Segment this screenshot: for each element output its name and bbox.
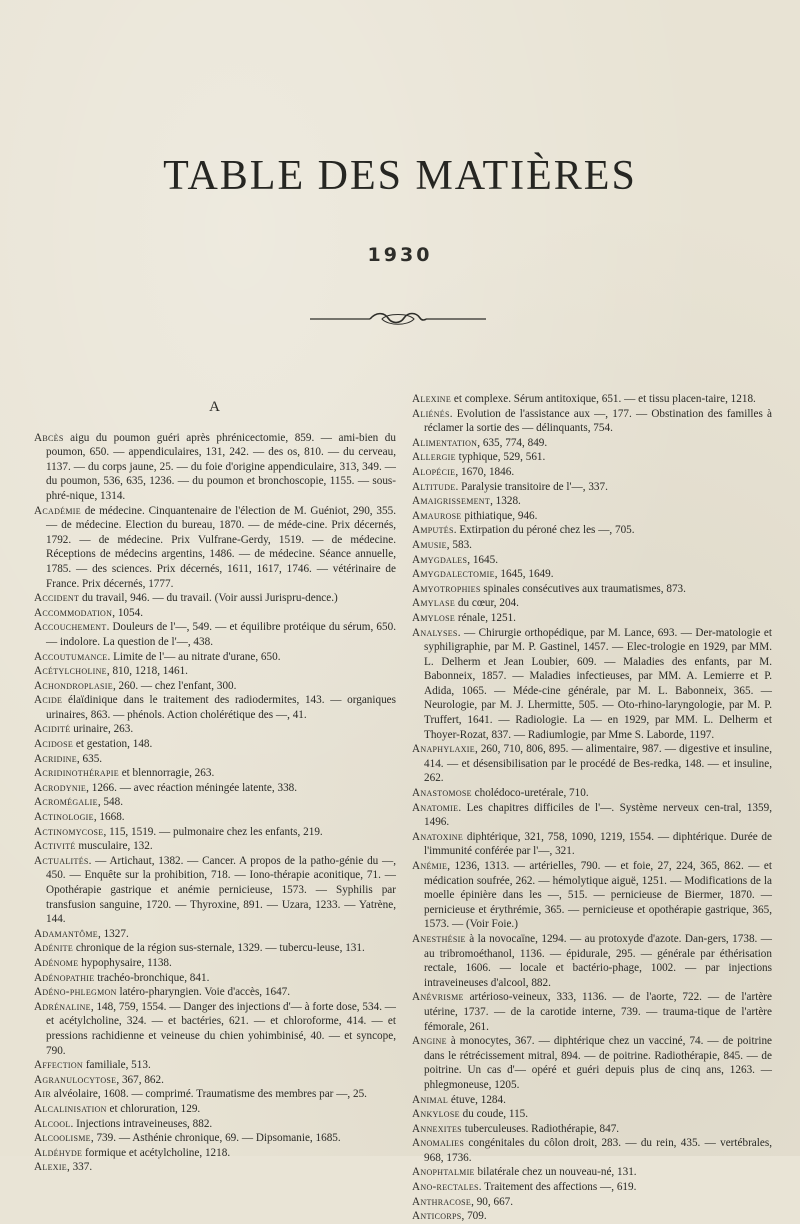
entry-text: et gestation, 148. xyxy=(73,738,153,751)
entry-text: , 1645. xyxy=(467,553,498,566)
index-entry xyxy=(34,1117,396,1132)
index-entry xyxy=(34,1146,396,1161)
entry-heading: Alopécie xyxy=(412,465,456,478)
entry-text: , 1054. xyxy=(112,606,143,619)
index-entry xyxy=(34,591,396,606)
entry-heading: Amputés xyxy=(412,524,454,537)
entry-text: , 1645, 1649. xyxy=(494,568,554,581)
entry-text: artérioso-veineux, 333, 1136. — de l'aorte, 722. — de l'artère utérine, 1737. — de la carotide interne, 739. — trauma-tique de l'artère fémorale, 261. xyxy=(424,991,772,1033)
entry-text: . Les chapitres difficiles de l'—. Système nerveux cen-tral, 1359, 1496. xyxy=(424,801,772,829)
index-entry xyxy=(412,830,772,859)
index-entry xyxy=(34,650,396,665)
entry-heading: Accouchement xyxy=(34,621,107,634)
entry-text: chronique de la région sus-sternale, 1329. — tubercu-leuse, 131. xyxy=(73,942,365,955)
index-entry xyxy=(34,664,396,679)
index-entry xyxy=(34,927,396,942)
entry-heading: Anévrisme xyxy=(412,991,464,1004)
index-entry xyxy=(34,693,396,722)
index-entry xyxy=(412,611,772,626)
index-entry xyxy=(34,1000,396,1058)
entry-text: familiale, 513. xyxy=(83,1059,151,1072)
index-entry xyxy=(412,742,772,786)
index-entry xyxy=(34,1058,396,1073)
index-entry xyxy=(34,722,396,737)
entry-heading: Acridinothérapie xyxy=(34,767,119,780)
entry-heading: Affection xyxy=(34,1059,84,1072)
entry-heading: Amaurose xyxy=(412,509,462,522)
entry-list-right xyxy=(412,392,772,1224)
entry-heading: Alimentation xyxy=(412,436,478,449)
entry-heading: Accident xyxy=(34,592,80,605)
entry-heading: Analyses xyxy=(412,626,458,639)
entry-text: , 1327. xyxy=(97,927,129,940)
index-entry xyxy=(412,1209,772,1224)
entry-text: à monocytes, 367. — diphtérique chez un vacciné, 74. — de poitrine dans le rétrécissement mitral, 894. — de poitrine. Radiothérapie, 845. — de poitrine. Un cas d'— opéré et guéri depuis plus de cinq ans, 1263. — phlegmoneuse, 1205. xyxy=(424,1035,772,1091)
entry-heading: Anthracose xyxy=(412,1195,472,1208)
index-entry xyxy=(34,679,396,694)
left-column xyxy=(34,394,396,1175)
entry-heading: Académie xyxy=(34,504,81,517)
entry-text: , 1670, 1846. xyxy=(455,465,515,478)
entry-heading: Annexites xyxy=(412,1122,462,1135)
index-entry xyxy=(34,606,396,621)
page-title: TABLE DES MATIÈRES xyxy=(163,153,637,199)
entry-text: spinales consécutives aux traumatismes, 873. xyxy=(480,582,686,595)
entry-heading: Anomalies xyxy=(412,1137,465,1150)
entry-text: , 739. — Asthénie chronique, 69. — Dipsomanie, 1685. xyxy=(90,1132,341,1145)
entry-heading: Anatoxine xyxy=(412,830,464,843)
entry-heading: Anatomie xyxy=(412,801,459,814)
entry-text: bilatérale chez un nouveau-né, 131. xyxy=(474,1166,637,1179)
index-entry xyxy=(34,839,396,854)
entry-text: , 810, 1218, 1461. xyxy=(106,665,188,678)
entry-heading: Accommodation xyxy=(34,606,113,619)
entry-text: urinaire, 263. xyxy=(70,723,134,736)
index-entry xyxy=(412,1107,772,1122)
entry-heading: Acridine xyxy=(34,752,77,765)
entry-list-left xyxy=(34,431,396,1175)
index-entry xyxy=(34,752,396,767)
entry-heading: Ankylose xyxy=(412,1108,460,1121)
entry-heading: Allergie xyxy=(412,451,456,464)
entry-heading: Accoutumance xyxy=(34,650,108,663)
entry-heading: Anesthésie xyxy=(412,932,466,945)
index-entry xyxy=(34,795,396,810)
entry-heading: Amusie xyxy=(412,538,447,551)
index-entry xyxy=(34,941,396,956)
index-entry xyxy=(412,1195,772,1210)
entry-heading: Actinologie xyxy=(34,811,94,824)
entry-text: , 1668. xyxy=(93,811,125,824)
index-entry xyxy=(412,1034,772,1092)
entry-text: typhique, 529, 561. xyxy=(455,451,546,464)
entry-heading: Adénite xyxy=(34,942,74,955)
entry-heading: Air xyxy=(34,1088,51,1101)
entry-heading: Aliénés xyxy=(412,407,450,420)
index-entry xyxy=(34,1160,396,1175)
index-entry xyxy=(34,971,396,986)
entry-heading: Anticorps xyxy=(412,1210,462,1223)
index-entry xyxy=(412,1093,772,1108)
index-entry xyxy=(34,1087,396,1102)
entry-text: . — Chirurgie orthopédique, par M. Lance, 693. — Der-matologie et syphiligraphie, par M. P. Gastinel, 1457. — Elec-trologie en 1929, par MM. L. Delherm et Jean Loubier, 609. — Maladies des enfants, par M. Babonneix, 1857. — Maladies infectieuses, par MM. A. Lemierre et P. Adida, 1065. — Méde-cine générale, par M. L. Babonneix, 365. — Neurologie, par M. J. Lhermitte, 505. — Oto-rhino-laryngologie, par M. P. Truffert, 1641. — Radiologie. La — en 1929, par MM. L. Delherm et Thoyer-Rozat, 837. — Radiumlogie, par Mme S. Laborde, 1197. xyxy=(424,626,772,741)
entry-text: alvéolaire, 1608. — comprimé. Traumatisme des membres par —, 25. xyxy=(50,1088,367,1101)
index-entry xyxy=(34,1102,396,1117)
index-entry xyxy=(34,1073,396,1088)
entry-heading: Amaigrissement xyxy=(412,495,491,508)
entry-text: , 1266. — avec réaction méningée latente, 338. xyxy=(86,781,298,794)
entry-text: tuberculeuses. Radiothérapie, 847. xyxy=(461,1122,620,1135)
index-entry xyxy=(412,596,772,611)
index-entry xyxy=(412,1165,772,1180)
section-letter: A xyxy=(209,399,221,415)
entry-heading: Acromégalie xyxy=(34,796,98,809)
entry-text: , 1236, 1313. — artérielles, 790. — et foie, 27, 224, 365, 862. — et médication soufrée, 262. — hémolytique aiguë, 1251. — Modifications de la moelle épinière dans les —, 515. — pernicieuse de Biermer, 1870. — pernicieuse et érythrémie, 365. — pernicieuse et opothérapie gastrique, 365, 1573. — (Voir Foie.) xyxy=(424,860,772,931)
index-entry xyxy=(34,825,396,840)
entry-text: hypophysaire, 1138. xyxy=(78,956,172,969)
entry-text: , 548. xyxy=(97,796,123,809)
entry-heading: Amylase xyxy=(412,597,456,610)
entry-text: du travail, 946. — du travail. (Voir aussi Jurispru-dence.) xyxy=(79,592,338,605)
index-entry xyxy=(412,1136,772,1165)
entry-heading: Alcoolisme xyxy=(34,1132,91,1145)
index-entry xyxy=(412,392,772,407)
entry-heading: Agranulocytose xyxy=(34,1073,117,1086)
entry-heading: Adéno-phlegmon xyxy=(34,986,117,999)
index-entry xyxy=(34,766,396,781)
entry-heading: Adénome xyxy=(34,956,79,969)
index-entry xyxy=(412,801,772,830)
entry-text: . — Artichaut, 1382. — Cancer. A propos de la patho-génie du —, 450. — Enquête sur la prohibition, 718. — Iono-thérapie aconitique, 71. — Opothérapie gastrique et anémie pernicieuse, 1573. — Syphilis par transfusion sanguine, 1720. — Thyroxine, 891. — Uzara, 1233. — Yatrène, 144. xyxy=(46,854,396,926)
entry-heading: Alexie xyxy=(34,1161,67,1174)
index-entry xyxy=(34,810,396,825)
entry-heading: Anémie xyxy=(412,860,448,872)
entry-text: élaïdinique dans le traitement des radiodermites, 143. — organiques urinaires, 863. — phénols. Action cholérétique des —, 41. xyxy=(46,694,396,721)
entry-text: et chloruration, 129. xyxy=(106,1102,201,1115)
entry-heading: Angine xyxy=(412,1035,447,1048)
index-entry xyxy=(412,480,772,495)
index-entry xyxy=(34,431,396,504)
entry-text: , 148, 759, 1554. — Danger des injections d'— à forte dose, 534. — et acétylcholine, 324. — et bactéries, 621. — et chloroforme, 414. — et pressions rachidienne et veineuse du chien yohimbinisé, 40. — et syncope, 790. xyxy=(46,1000,396,1057)
entry-text: diphtérique, 321, 758, 1090, 1219, 1554. — diphtérique. Durée de l'immunité conférée par l'—, 321. xyxy=(424,830,772,858)
entry-heading: Anastomose xyxy=(412,787,472,800)
entry-heading: Activité xyxy=(34,840,76,853)
index-entry xyxy=(412,465,772,480)
entry-text: musculaire, 132. xyxy=(75,840,153,853)
entry-heading: Alcool xyxy=(34,1117,71,1130)
entry-text: . Injections intraveineuses, 882. xyxy=(70,1117,213,1130)
entry-text: , 635. xyxy=(76,752,103,765)
entry-text: , 709. xyxy=(461,1210,487,1223)
entry-text: du coude, 115. xyxy=(459,1108,529,1121)
entry-text: latéro-pharyngien. Voie d'accès, 1647. xyxy=(116,986,291,999)
decorative-ornament xyxy=(308,306,488,330)
index-entry xyxy=(412,509,772,524)
entry-heading: Amyotrophies xyxy=(412,582,481,595)
index-entry xyxy=(34,504,396,592)
index-entry xyxy=(412,582,772,597)
entry-text: formique et acétylcholine, 1218. xyxy=(82,1146,231,1159)
entry-text: cholédoco-uretérale, 710. xyxy=(471,787,589,800)
entry-heading: Acidose xyxy=(34,738,74,751)
entry-text: . Evolution de l'assistance aux —, 177. — Obstination des familles à réclamer la sortie des — délinquants, 754. xyxy=(424,407,772,435)
index-entry xyxy=(34,781,396,796)
index-entry xyxy=(412,494,772,509)
entry-text: de médecine. Cinquantenaire de l'élection de M. Guéniot, 290, 355. — de médecine. Election du bureau, 1870. — de méde-cine. Prix décernés, 1792. — de médecine. Prix Vulfrane-Gerdy, 1519. — de médecine. Réceptions de médecins argentins, 1486. — de médecine. Séance annuelle, 1785. — des sciences. Prix décernés, 1611, 1617, 1746. — vétérinaire de France. Prix décernés, 1777. xyxy=(46,504,396,590)
entry-text: à la novocaïne, 1294. — au protoxyde d'azote. Dan-gers, 1738. — au tribromoéthanol, 1136. — épidurale, 295. — générale par éthérisation rectale, 1606. — locale et bactério-phage, 1002. — par injections intraveineuses d'alcool, 882. xyxy=(424,932,772,989)
entry-heading: Aldéhyde xyxy=(34,1146,83,1159)
index-entry xyxy=(34,620,396,649)
index-entry xyxy=(412,859,772,932)
entry-text: , 635, 774, 849. xyxy=(477,436,548,449)
entry-heading: Acrodynie xyxy=(34,781,87,794)
entry-heading: Ano-rectales xyxy=(412,1181,479,1194)
entry-text: . Extirpation du péroné chez les —, 705. xyxy=(453,524,635,537)
index-entry xyxy=(412,626,772,743)
entry-heading: Adrénaline xyxy=(34,1000,91,1013)
entry-heading: Adamantôme xyxy=(34,927,98,940)
entry-text: , 115, 1519. — pulmonaire chez les enfants, 219. xyxy=(103,825,323,838)
entry-heading: Actinomycose xyxy=(34,825,104,838)
entry-heading: Adénopathie xyxy=(34,971,95,984)
entry-text: aigu du poumon guéri après phrénicectomie, 859. — ami-bien du poumon, 650. — appendiculaires, 131, 242. — des os, 810. — du cerveau, 1137. — du corps jaune, 25. — du foie d'origine appendiculaire, 313, 349. — du poumon, 536, 635, 1236. — du poumon et bronchoscopie, 1155. — sous-phré-nique, 1314. xyxy=(46,431,396,502)
entry-text: , 1328. xyxy=(490,495,521,508)
entry-heading: Alcalinisation xyxy=(34,1102,107,1115)
index-entry xyxy=(412,1122,772,1137)
index-entry xyxy=(412,523,772,538)
entry-text: , 337. xyxy=(66,1161,93,1174)
index-entry xyxy=(34,737,396,752)
entry-text: , 90, 667. xyxy=(471,1195,514,1208)
entry-heading: Alexine xyxy=(412,393,452,405)
index-entry xyxy=(412,436,772,451)
entry-text: . Paralysie transitoire de l'—, 337. xyxy=(455,480,608,493)
entry-text: trachéo-bronchique, 841. xyxy=(94,971,210,984)
entry-text: étuve, 1284. xyxy=(448,1093,506,1106)
entry-heading: Amygdalectomie xyxy=(412,568,495,581)
index-entry xyxy=(412,407,772,436)
entry-text: et blennorragie, 263. xyxy=(118,767,215,780)
entry-heading: Animal xyxy=(412,1093,449,1106)
index-entry xyxy=(34,854,396,927)
right-column xyxy=(412,392,772,1224)
entry-heading: Acidité xyxy=(34,723,71,736)
entry-heading: Acide xyxy=(34,694,63,707)
index-entry xyxy=(412,538,772,553)
index-entry xyxy=(34,1131,396,1146)
entry-text: , 260. — chez l'enfant, 300. xyxy=(112,679,237,692)
entry-heading: Amygdales xyxy=(412,553,468,566)
entry-heading: Acétylcholine xyxy=(34,665,107,678)
volume-year: 1930 xyxy=(367,244,433,266)
entry-text: , 367, 862. xyxy=(116,1073,164,1086)
index-entry xyxy=(412,553,772,568)
entry-text: du cœur, 204. xyxy=(455,597,519,610)
entry-text: . Douleurs de l'—, 549. — et équilibre protéique du sérum, 650. — indolore. La question de l'—, 438. xyxy=(46,621,396,648)
entry-text: rénale, 1251. xyxy=(455,611,516,624)
index-entry xyxy=(412,567,772,582)
entry-heading: Altitude xyxy=(412,480,456,493)
index-entry xyxy=(34,985,396,1000)
entry-text: , 260, 710, 806, 895. — alimentaire, 987. — digestive et insuline, 414. — et désensibilisation par le procédé de Bes-redka, 148. — et insuline, 262. xyxy=(424,743,772,785)
index-entry xyxy=(34,956,396,971)
index-entry xyxy=(412,786,772,801)
entry-heading: Amylose xyxy=(412,611,456,624)
entry-text: congénitales du côlon droit, 283. — du rein, 435. — vertébrales, 968, 1736. xyxy=(424,1137,772,1164)
entry-heading: Achondroplasie xyxy=(34,679,113,692)
entry-heading: Anaphylaxie xyxy=(412,743,475,756)
index-entry xyxy=(412,932,772,990)
entry-heading: Actualités xyxy=(34,854,89,867)
index-entry xyxy=(412,450,772,465)
index-entry xyxy=(412,990,772,1034)
index-entry xyxy=(412,1180,772,1195)
entry-heading: Anophtalmie xyxy=(412,1166,475,1179)
entry-text: . Traitement des affections —, 619. xyxy=(478,1181,637,1194)
entry-text: pithiatique, 946. xyxy=(461,509,538,522)
entry-heading: Abcès xyxy=(34,431,64,444)
entry-text: . Limite de l'— au nitrate d'urane, 650. xyxy=(107,650,281,663)
entry-text: et complexe. Sérum antitoxique, 651. — et tissu placen-taire, 1218. xyxy=(451,393,756,405)
entry-text: , 583. xyxy=(446,538,472,551)
